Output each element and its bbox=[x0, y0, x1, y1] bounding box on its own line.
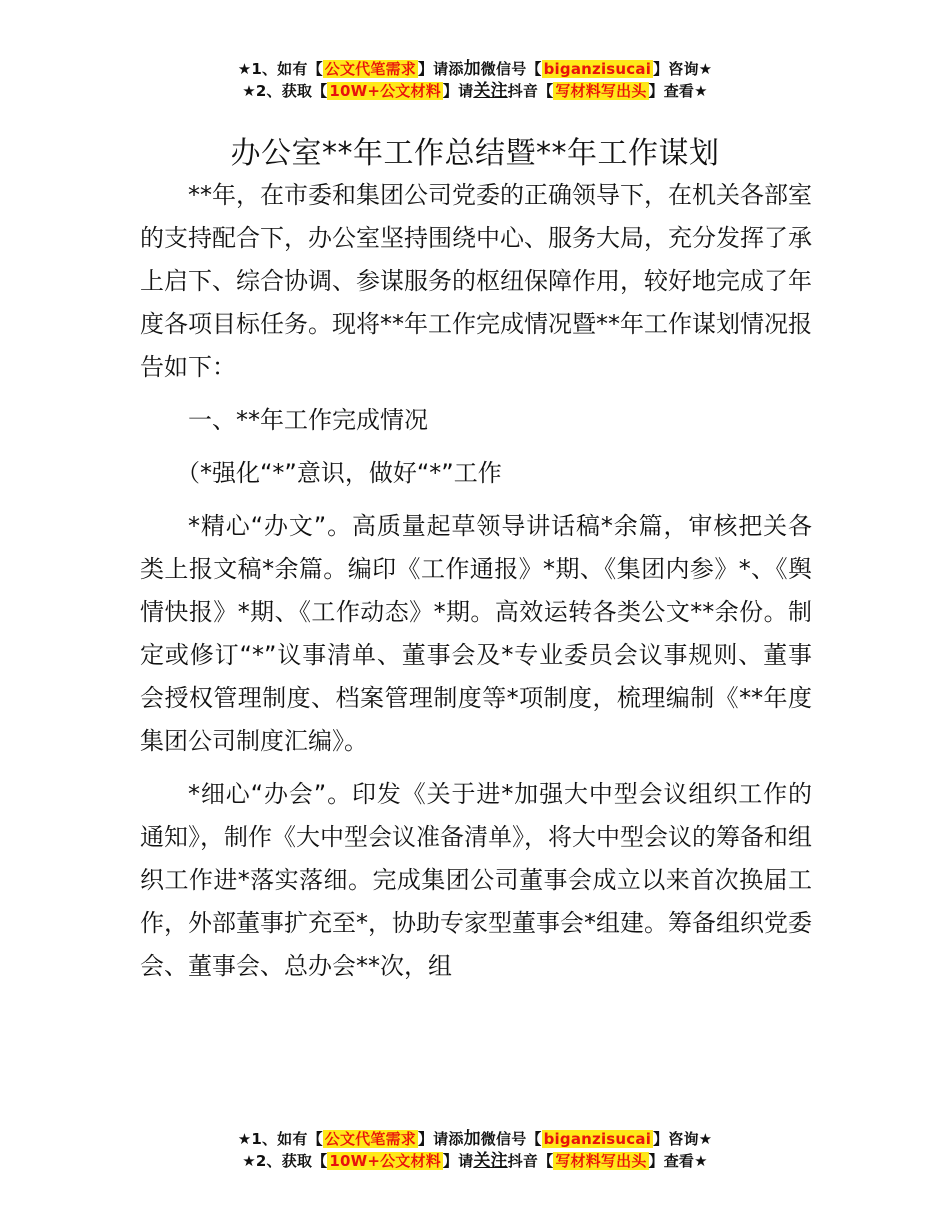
subsection-heading: （*强化“*”意识，做好“*”工作 bbox=[176, 459, 502, 487]
promo-underlined: 关注 bbox=[473, 1151, 508, 1171]
douyin-id-highlight: 写材料写出头 bbox=[555, 1152, 647, 1170]
promo-text: 】咨询★ bbox=[653, 1130, 713, 1148]
promo-banner-top bbox=[0, 58, 950, 102]
douyin-id-highlight: 写材料写出头 bbox=[555, 82, 647, 100]
promo-underlined: 关注 bbox=[473, 81, 508, 101]
promo-highlight: 10W+公文材料 bbox=[329, 1152, 441, 1170]
promo-text: ★1、如有【 bbox=[237, 1130, 323, 1148]
promo-text: 加 bbox=[463, 59, 481, 79]
paragraph-intro: **年，在市委和集团公司党委的正确领导下，在机关各部室的支持配合下，办公室坚持围绕中心、服务大局，充分发挥了承上启下、综合协调、参谋服务的枢纽保障作用，较好地完成了年度各项目标任务。现将**年工作完成情况暨**年工作谋划情况报告如下： bbox=[140, 181, 812, 381]
document-title: 办公室**年工作总结暨**年工作谋划 bbox=[230, 136, 720, 172]
promo-highlight: 10W+公文材料 bbox=[329, 82, 441, 100]
promo-text: 抖音【 bbox=[507, 1152, 554, 1170]
promo-text: 】查看★ bbox=[648, 1152, 708, 1170]
promo-text: ★1、如有【 bbox=[237, 60, 323, 78]
promo-highlight: 公文代笔需求 bbox=[324, 60, 416, 78]
promo-text: 加 bbox=[463, 1129, 481, 1149]
promo-text: 】请 bbox=[442, 82, 474, 100]
wechat-id-highlight: biganzisucai bbox=[543, 60, 652, 78]
paragraph-documents: *精心“办文”。高质量起草领导讲话稿*余篇，审核把关各类上报文稿*余篇。编印《工作通报》*期、《集团内参》*、《舆情快报》*期、《工作动态》*期。高效运转各类公文**余份。制定或修订“*”议事清单、董事会及*专业委员会议事规则、董事会授权管理制度、档案管理制度等*项制度，梳理编制《**年度集团公司制度汇编》。 bbox=[140, 512, 812, 755]
promo-line-2 bbox=[0, 80, 950, 102]
promo-text: 微信号【 bbox=[480, 60, 542, 78]
promo-text: 】请添 bbox=[417, 1130, 464, 1148]
paragraph-meetings: *细心“办会”。印发《关于进*加强大中型会议组织工作的通知》，制作《大中型会议准备清单》，将大中型会议的筹备和组织工作进*落实落细。完成集团公司董事会成立以来首次换届工作，外部董事扩充至*，协助专家型董事会*组建。筹备组织党委会、董事会、总办会**次，组 bbox=[140, 780, 812, 980]
promo-text: 抖音【 bbox=[507, 82, 554, 100]
section-heading: 一、**年工作完成情况 bbox=[188, 406, 428, 434]
promo-line-1 bbox=[0, 1128, 950, 1150]
promo-text: 】请添 bbox=[417, 60, 464, 78]
promo-text: 】查看★ bbox=[648, 82, 708, 100]
promo-text: ★2、获取【 bbox=[242, 1152, 328, 1170]
promo-line-2 bbox=[0, 1150, 950, 1172]
promo-text: 】请 bbox=[442, 1152, 474, 1170]
promo-line-1 bbox=[0, 58, 950, 80]
promo-banner-bottom bbox=[0, 1128, 950, 1172]
promo-text: 微信号【 bbox=[480, 1130, 542, 1148]
promo-highlight: 公文代笔需求 bbox=[324, 1130, 416, 1148]
promo-text: ★2、获取【 bbox=[242, 82, 328, 100]
promo-text: 】咨询★ bbox=[653, 60, 713, 78]
wechat-id-highlight: biganzisucai bbox=[543, 1130, 652, 1148]
document-body bbox=[140, 174, 812, 988]
